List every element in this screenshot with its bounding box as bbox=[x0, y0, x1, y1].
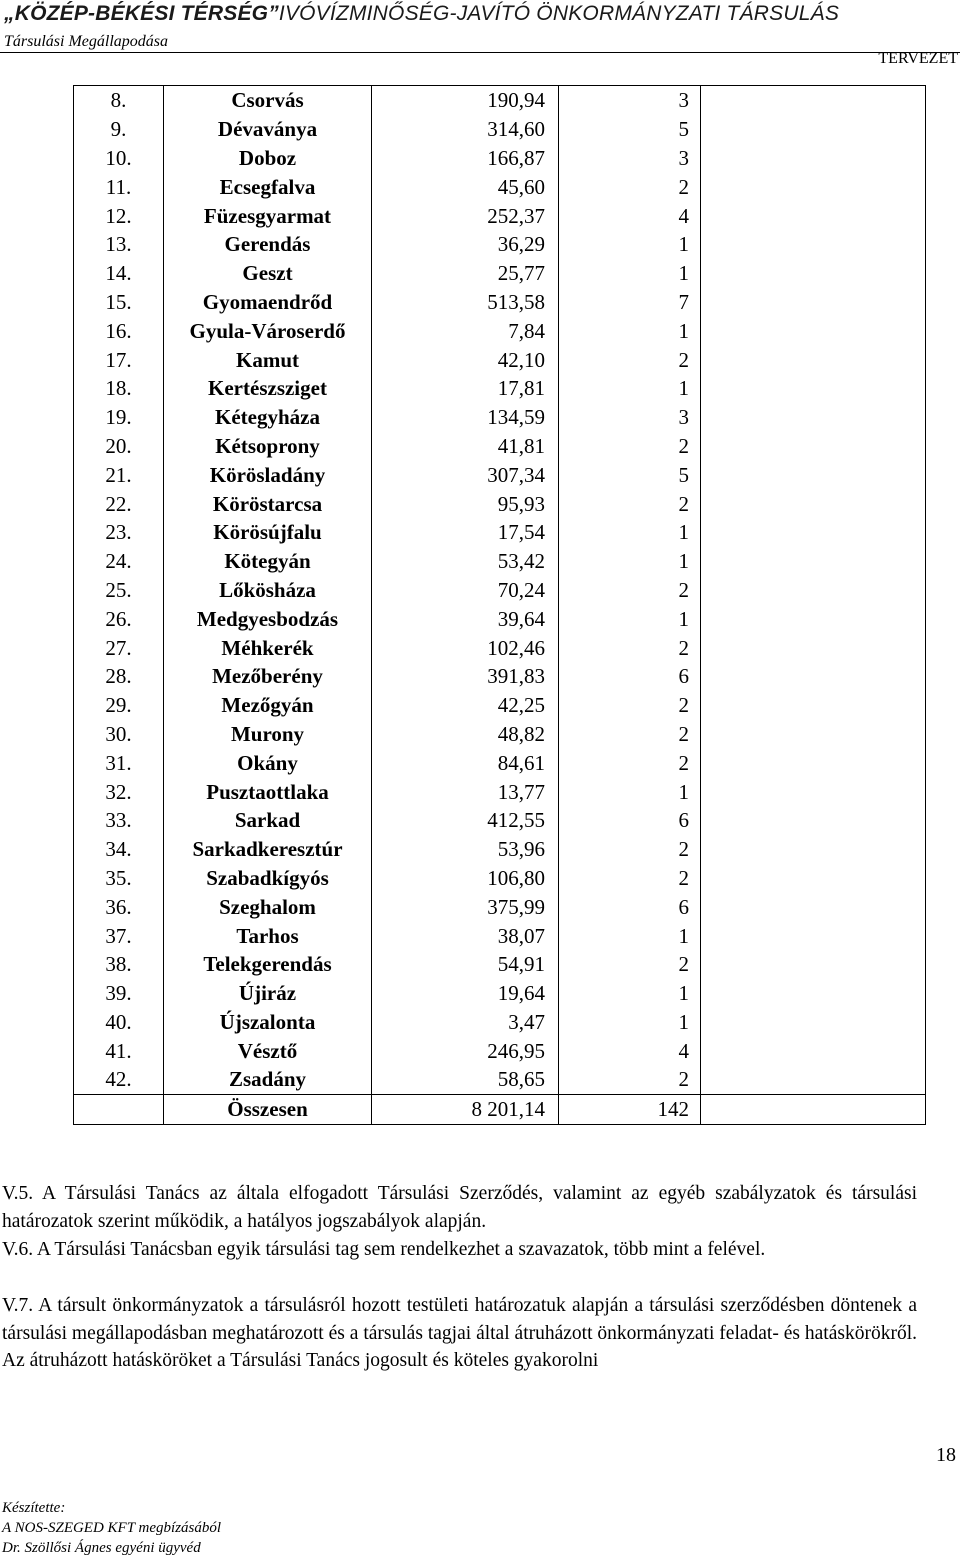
town-name-cell: Geszt bbox=[164, 259, 372, 288]
town-name-cell: Tarhos bbox=[164, 921, 372, 950]
row-number-cell: 17. bbox=[74, 345, 164, 374]
footer-company: A NOS-SZEGED KFT megbízásából bbox=[2, 1520, 222, 1536]
town-name-cell: Gyula-Városerdő bbox=[164, 316, 372, 345]
total-seats-cell: 142 bbox=[559, 1094, 701, 1124]
table-row bbox=[74, 518, 926, 547]
town-name-cell: Kétsoprony bbox=[164, 432, 372, 461]
table-row bbox=[74, 892, 926, 921]
row-number-cell: 9. bbox=[74, 115, 164, 144]
row-number-cell: 15. bbox=[74, 288, 164, 317]
row-number-cell: 28. bbox=[74, 662, 164, 691]
seats-cell: 3 bbox=[559, 86, 701, 115]
seats-cell: 2 bbox=[559, 864, 701, 893]
header-title-bold: „KÖZÉP-BÉKÉSI TÉRSÉG” bbox=[4, 2, 279, 25]
seats-cell: 2 bbox=[559, 345, 701, 374]
town-name-cell: Körösladány bbox=[164, 460, 372, 489]
row-number-cell: 36. bbox=[74, 892, 164, 921]
total-area-cell: 8 201,14 bbox=[372, 1094, 559, 1124]
seats-cell: 4 bbox=[559, 1036, 701, 1065]
town-name-cell: Murony bbox=[164, 720, 372, 749]
table-row bbox=[74, 691, 926, 720]
area-cell: 246,95 bbox=[372, 1036, 559, 1065]
empty-cell bbox=[701, 288, 926, 317]
row-number-cell: 23. bbox=[74, 518, 164, 547]
empty-cell bbox=[701, 1008, 926, 1037]
empty-cell bbox=[701, 748, 926, 777]
seats-cell: 1 bbox=[559, 547, 701, 576]
seats-cell: 1 bbox=[559, 259, 701, 288]
seats-cell: 7 bbox=[559, 288, 701, 317]
empty-cell bbox=[701, 86, 926, 115]
empty-cell bbox=[701, 432, 926, 461]
row-number-cell: 31. bbox=[74, 748, 164, 777]
town-name-cell: Lőkösháza bbox=[164, 576, 372, 605]
table-row bbox=[74, 403, 926, 432]
town-name-cell: Okány bbox=[164, 748, 372, 777]
area-cell: 70,24 bbox=[372, 576, 559, 605]
table-row bbox=[74, 259, 926, 288]
area-cell: 54,91 bbox=[372, 950, 559, 979]
area-cell: 391,83 bbox=[372, 662, 559, 691]
area-cell: 25,77 bbox=[372, 259, 559, 288]
area-cell: 13,77 bbox=[372, 777, 559, 806]
town-name-cell: Körösújfalu bbox=[164, 518, 372, 547]
empty-cell bbox=[701, 460, 926, 489]
town-name-cell: Pusztaottlaka bbox=[164, 777, 372, 806]
header-divider bbox=[0, 52, 960, 53]
area-cell: 252,37 bbox=[372, 201, 559, 230]
seats-cell: 1 bbox=[559, 777, 701, 806]
town-name-cell: Ecsegfalva bbox=[164, 172, 372, 201]
row-number-cell: 34. bbox=[74, 835, 164, 864]
area-cell: 42,10 bbox=[372, 345, 559, 374]
area-cell: 58,65 bbox=[372, 1065, 559, 1094]
town-name-cell: Méhkerék bbox=[164, 633, 372, 662]
town-name-cell: Kamut bbox=[164, 345, 372, 374]
footer-author: Dr. Szöllősi Ágnes egyéni ügyvéd bbox=[2, 1540, 201, 1556]
row-number-cell: 10. bbox=[74, 144, 164, 173]
empty-cell bbox=[701, 144, 926, 173]
seats-cell: 2 bbox=[559, 633, 701, 662]
seats-cell: 2 bbox=[559, 172, 701, 201]
area-cell: 39,64 bbox=[372, 604, 559, 633]
town-name-cell: Kötegyán bbox=[164, 547, 372, 576]
table-row bbox=[74, 1036, 926, 1065]
seats-cell: 1 bbox=[559, 518, 701, 547]
town-name-cell: Gerendás bbox=[164, 230, 372, 259]
table-row bbox=[74, 547, 926, 576]
row-number-cell: 20. bbox=[74, 432, 164, 461]
seats-cell: 2 bbox=[559, 1065, 701, 1094]
table-row bbox=[74, 345, 926, 374]
row-number-cell: 25. bbox=[74, 576, 164, 605]
row-number-cell: 16. bbox=[74, 316, 164, 345]
table-row bbox=[74, 1008, 926, 1037]
row-number-cell: 30. bbox=[74, 720, 164, 749]
empty-cell bbox=[701, 115, 926, 144]
town-name-cell: Medgyesbodzás bbox=[164, 604, 372, 633]
seats-cell: 3 bbox=[559, 144, 701, 173]
table-row bbox=[74, 921, 926, 950]
table-row bbox=[74, 864, 926, 893]
area-cell: 314,60 bbox=[372, 115, 559, 144]
paragraph-v5: V.5. A Társulási Tanács az általa elfogadott Társulási Szerződés, valamint az egyéb szabályzatok és társulási határozatok szerint működik, a hatályos jogszabályok alapján. bbox=[2, 1183, 917, 1232]
table-row bbox=[74, 1065, 926, 1094]
town-name-cell: Kétegyháza bbox=[164, 403, 372, 432]
town-name-cell: Szabadkígyós bbox=[164, 864, 372, 893]
area-cell: 307,34 bbox=[372, 460, 559, 489]
empty-cell bbox=[701, 172, 926, 201]
table-row bbox=[74, 576, 926, 605]
row-number-cell: 42. bbox=[74, 1065, 164, 1094]
header-title-rest: IVÓVÍZMINŐSÉG-JAVÍTÓ ÖNKORMÁNYZATI TÁRSULÁS bbox=[278, 2, 840, 25]
row-number-cell: 37. bbox=[74, 921, 164, 950]
seats-cell: 2 bbox=[559, 720, 701, 749]
town-name-cell: Mezőberény bbox=[164, 662, 372, 691]
row-number-cell: 26. bbox=[74, 604, 164, 633]
area-cell: 41,81 bbox=[372, 432, 559, 461]
row-number-cell: 41. bbox=[74, 1036, 164, 1065]
seats-cell: 2 bbox=[559, 432, 701, 461]
area-cell: 84,61 bbox=[372, 748, 559, 777]
empty-cell bbox=[701, 1094, 926, 1124]
empty-cell bbox=[701, 316, 926, 345]
town-name-cell: Köröstarcsa bbox=[164, 489, 372, 518]
area-cell: 17,54 bbox=[372, 518, 559, 547]
seats-cell: 1 bbox=[559, 604, 701, 633]
town-name-cell: Szeghalom bbox=[164, 892, 372, 921]
empty-cell bbox=[701, 921, 926, 950]
table-row bbox=[74, 489, 926, 518]
town-name-cell: Doboz bbox=[164, 144, 372, 173]
empty-cell bbox=[701, 806, 926, 835]
row-number-cell: 18. bbox=[74, 374, 164, 403]
seats-cell: 1 bbox=[559, 316, 701, 345]
table-row bbox=[74, 950, 926, 979]
row-number-cell: 14. bbox=[74, 259, 164, 288]
total-row bbox=[74, 1094, 926, 1124]
seats-cell: 2 bbox=[559, 489, 701, 518]
page-number: 18 bbox=[936, 1444, 956, 1466]
table-row bbox=[74, 374, 926, 403]
empty-cell bbox=[701, 979, 926, 1008]
area-cell: 513,58 bbox=[372, 288, 559, 317]
table-row bbox=[74, 432, 926, 461]
total-blank-cell bbox=[74, 1094, 164, 1124]
area-cell: 45,60 bbox=[372, 172, 559, 201]
area-cell: 48,82 bbox=[372, 720, 559, 749]
empty-cell bbox=[701, 345, 926, 374]
table-row bbox=[74, 316, 926, 345]
row-number-cell: 27. bbox=[74, 633, 164, 662]
seats-cell: 1 bbox=[559, 979, 701, 1008]
row-number-cell: 32. bbox=[74, 777, 164, 806]
row-number-cell: 22. bbox=[74, 489, 164, 518]
seats-cell: 1 bbox=[559, 374, 701, 403]
seats-cell: 5 bbox=[559, 460, 701, 489]
area-cell: 42,25 bbox=[372, 691, 559, 720]
empty-cell bbox=[701, 720, 926, 749]
row-number-cell: 38. bbox=[74, 950, 164, 979]
empty-cell bbox=[701, 576, 926, 605]
town-name-cell: Mezőgyán bbox=[164, 691, 372, 720]
area-cell: 375,99 bbox=[372, 892, 559, 921]
document-footer bbox=[2, 1498, 221, 1558]
table-row bbox=[74, 720, 926, 749]
empty-cell bbox=[701, 864, 926, 893]
empty-cell bbox=[701, 259, 926, 288]
document-subtitle: Társulási Megállapodása bbox=[4, 33, 169, 50]
seats-cell: 2 bbox=[559, 691, 701, 720]
empty-cell bbox=[701, 777, 926, 806]
town-name-cell: Gyomaendrőd bbox=[164, 288, 372, 317]
seats-cell: 3 bbox=[559, 403, 701, 432]
row-number-cell: 29. bbox=[74, 691, 164, 720]
empty-cell bbox=[701, 604, 926, 633]
row-number-cell: 19. bbox=[74, 403, 164, 432]
seats-cell: 4 bbox=[559, 201, 701, 230]
town-name-cell: Vésztő bbox=[164, 1036, 372, 1065]
town-name-cell: Telekgerendás bbox=[164, 950, 372, 979]
row-number-cell: 40. bbox=[74, 1008, 164, 1037]
town-name-cell: Füzesgyarmat bbox=[164, 201, 372, 230]
table-row bbox=[74, 288, 926, 317]
empty-cell bbox=[701, 230, 926, 259]
row-number-cell: 39. bbox=[74, 979, 164, 1008]
row-number-cell: 21. bbox=[74, 460, 164, 489]
town-name-cell: Sarkadkeresztúr bbox=[164, 835, 372, 864]
row-number-cell: 8. bbox=[74, 86, 164, 115]
empty-cell bbox=[701, 892, 926, 921]
area-cell: 412,55 bbox=[372, 806, 559, 835]
member-towns-table bbox=[73, 85, 926, 1125]
area-cell: 3,47 bbox=[372, 1008, 559, 1037]
area-cell: 17,81 bbox=[372, 374, 559, 403]
table-row bbox=[74, 201, 926, 230]
town-name-cell: Dévaványa bbox=[164, 115, 372, 144]
seats-cell: 5 bbox=[559, 115, 701, 144]
row-number-cell: 35. bbox=[74, 864, 164, 893]
area-cell: 102,46 bbox=[372, 633, 559, 662]
row-number-cell: 12. bbox=[74, 201, 164, 230]
empty-cell bbox=[701, 403, 926, 432]
paragraph-v7: V.7. A társult önkormányzatok a társulásról hozott testületi határozatuk alapján a társulási szerződésben döntenek a társulási megállapodásban meghatározott és a társulás tagjai által átruházott önkormányzati feladat- és hatáskörökről. Az átruházott hatásköröket a Társulási Tanács jogosult és köteles gyakorolni bbox=[2, 1295, 917, 1371]
table-row bbox=[74, 806, 926, 835]
table-row bbox=[74, 777, 926, 806]
table-row bbox=[74, 633, 926, 662]
town-name-cell: Újiráz bbox=[164, 979, 372, 1008]
seats-cell: 6 bbox=[559, 806, 701, 835]
area-cell: 95,93 bbox=[372, 489, 559, 518]
table-row bbox=[74, 979, 926, 1008]
empty-cell bbox=[701, 1065, 926, 1094]
empty-cell bbox=[701, 201, 926, 230]
seats-cell: 6 bbox=[559, 892, 701, 921]
town-name-cell: Újszalonta bbox=[164, 1008, 372, 1037]
seats-cell: 2 bbox=[559, 950, 701, 979]
table-row bbox=[74, 835, 926, 864]
table-row bbox=[74, 662, 926, 691]
area-cell: 7,84 bbox=[372, 316, 559, 345]
table-row bbox=[74, 460, 926, 489]
empty-cell bbox=[701, 691, 926, 720]
town-name-cell: Csorvás bbox=[164, 86, 372, 115]
row-number-cell: 24. bbox=[74, 547, 164, 576]
area-cell: 53,42 bbox=[372, 547, 559, 576]
empty-cell bbox=[701, 547, 926, 576]
table-row bbox=[74, 144, 926, 173]
total-label-cell: Összesen bbox=[164, 1094, 372, 1124]
row-number-cell: 11. bbox=[74, 172, 164, 201]
document-header-title bbox=[4, 2, 839, 26]
empty-cell bbox=[701, 518, 926, 547]
area-cell: 19,64 bbox=[372, 979, 559, 1008]
draft-status-label: TERVEZET bbox=[878, 50, 958, 67]
empty-cell bbox=[701, 835, 926, 864]
row-number-cell: 13. bbox=[74, 230, 164, 259]
seats-cell: 2 bbox=[559, 835, 701, 864]
row-number-cell: 33. bbox=[74, 806, 164, 835]
area-cell: 190,94 bbox=[372, 86, 559, 115]
seats-cell: 2 bbox=[559, 748, 701, 777]
footer-prepared-by: Készítette: bbox=[2, 1500, 66, 1516]
area-cell: 38,07 bbox=[372, 921, 559, 950]
area-cell: 53,96 bbox=[372, 835, 559, 864]
empty-cell bbox=[701, 374, 926, 403]
table-row bbox=[74, 604, 926, 633]
empty-cell bbox=[701, 1036, 926, 1065]
seats-cell: 1 bbox=[559, 921, 701, 950]
table-row bbox=[74, 115, 926, 144]
town-name-cell: Kertészsziget bbox=[164, 374, 372, 403]
table-body bbox=[74, 86, 926, 1125]
town-name-cell: Sarkad bbox=[164, 806, 372, 835]
area-cell: 106,80 bbox=[372, 864, 559, 893]
empty-cell bbox=[701, 489, 926, 518]
area-cell: 134,59 bbox=[372, 403, 559, 432]
empty-cell bbox=[701, 633, 926, 662]
seats-cell: 1 bbox=[559, 1008, 701, 1037]
empty-cell bbox=[701, 950, 926, 979]
table-row bbox=[74, 86, 926, 115]
seats-cell: 2 bbox=[559, 576, 701, 605]
table-row bbox=[74, 172, 926, 201]
seats-cell: 6 bbox=[559, 662, 701, 691]
empty-cell bbox=[701, 662, 926, 691]
table-row bbox=[74, 748, 926, 777]
town-name-cell: Zsadány bbox=[164, 1065, 372, 1094]
area-cell: 36,29 bbox=[372, 230, 559, 259]
seats-cell: 1 bbox=[559, 230, 701, 259]
table-row bbox=[74, 230, 926, 259]
area-cell: 166,87 bbox=[372, 144, 559, 173]
paragraph-v6: V.6. A Társulási Tanácsban egyik társulási tag sem rendelkezhet a szavazatok, több mint a felével. bbox=[2, 1239, 766, 1260]
